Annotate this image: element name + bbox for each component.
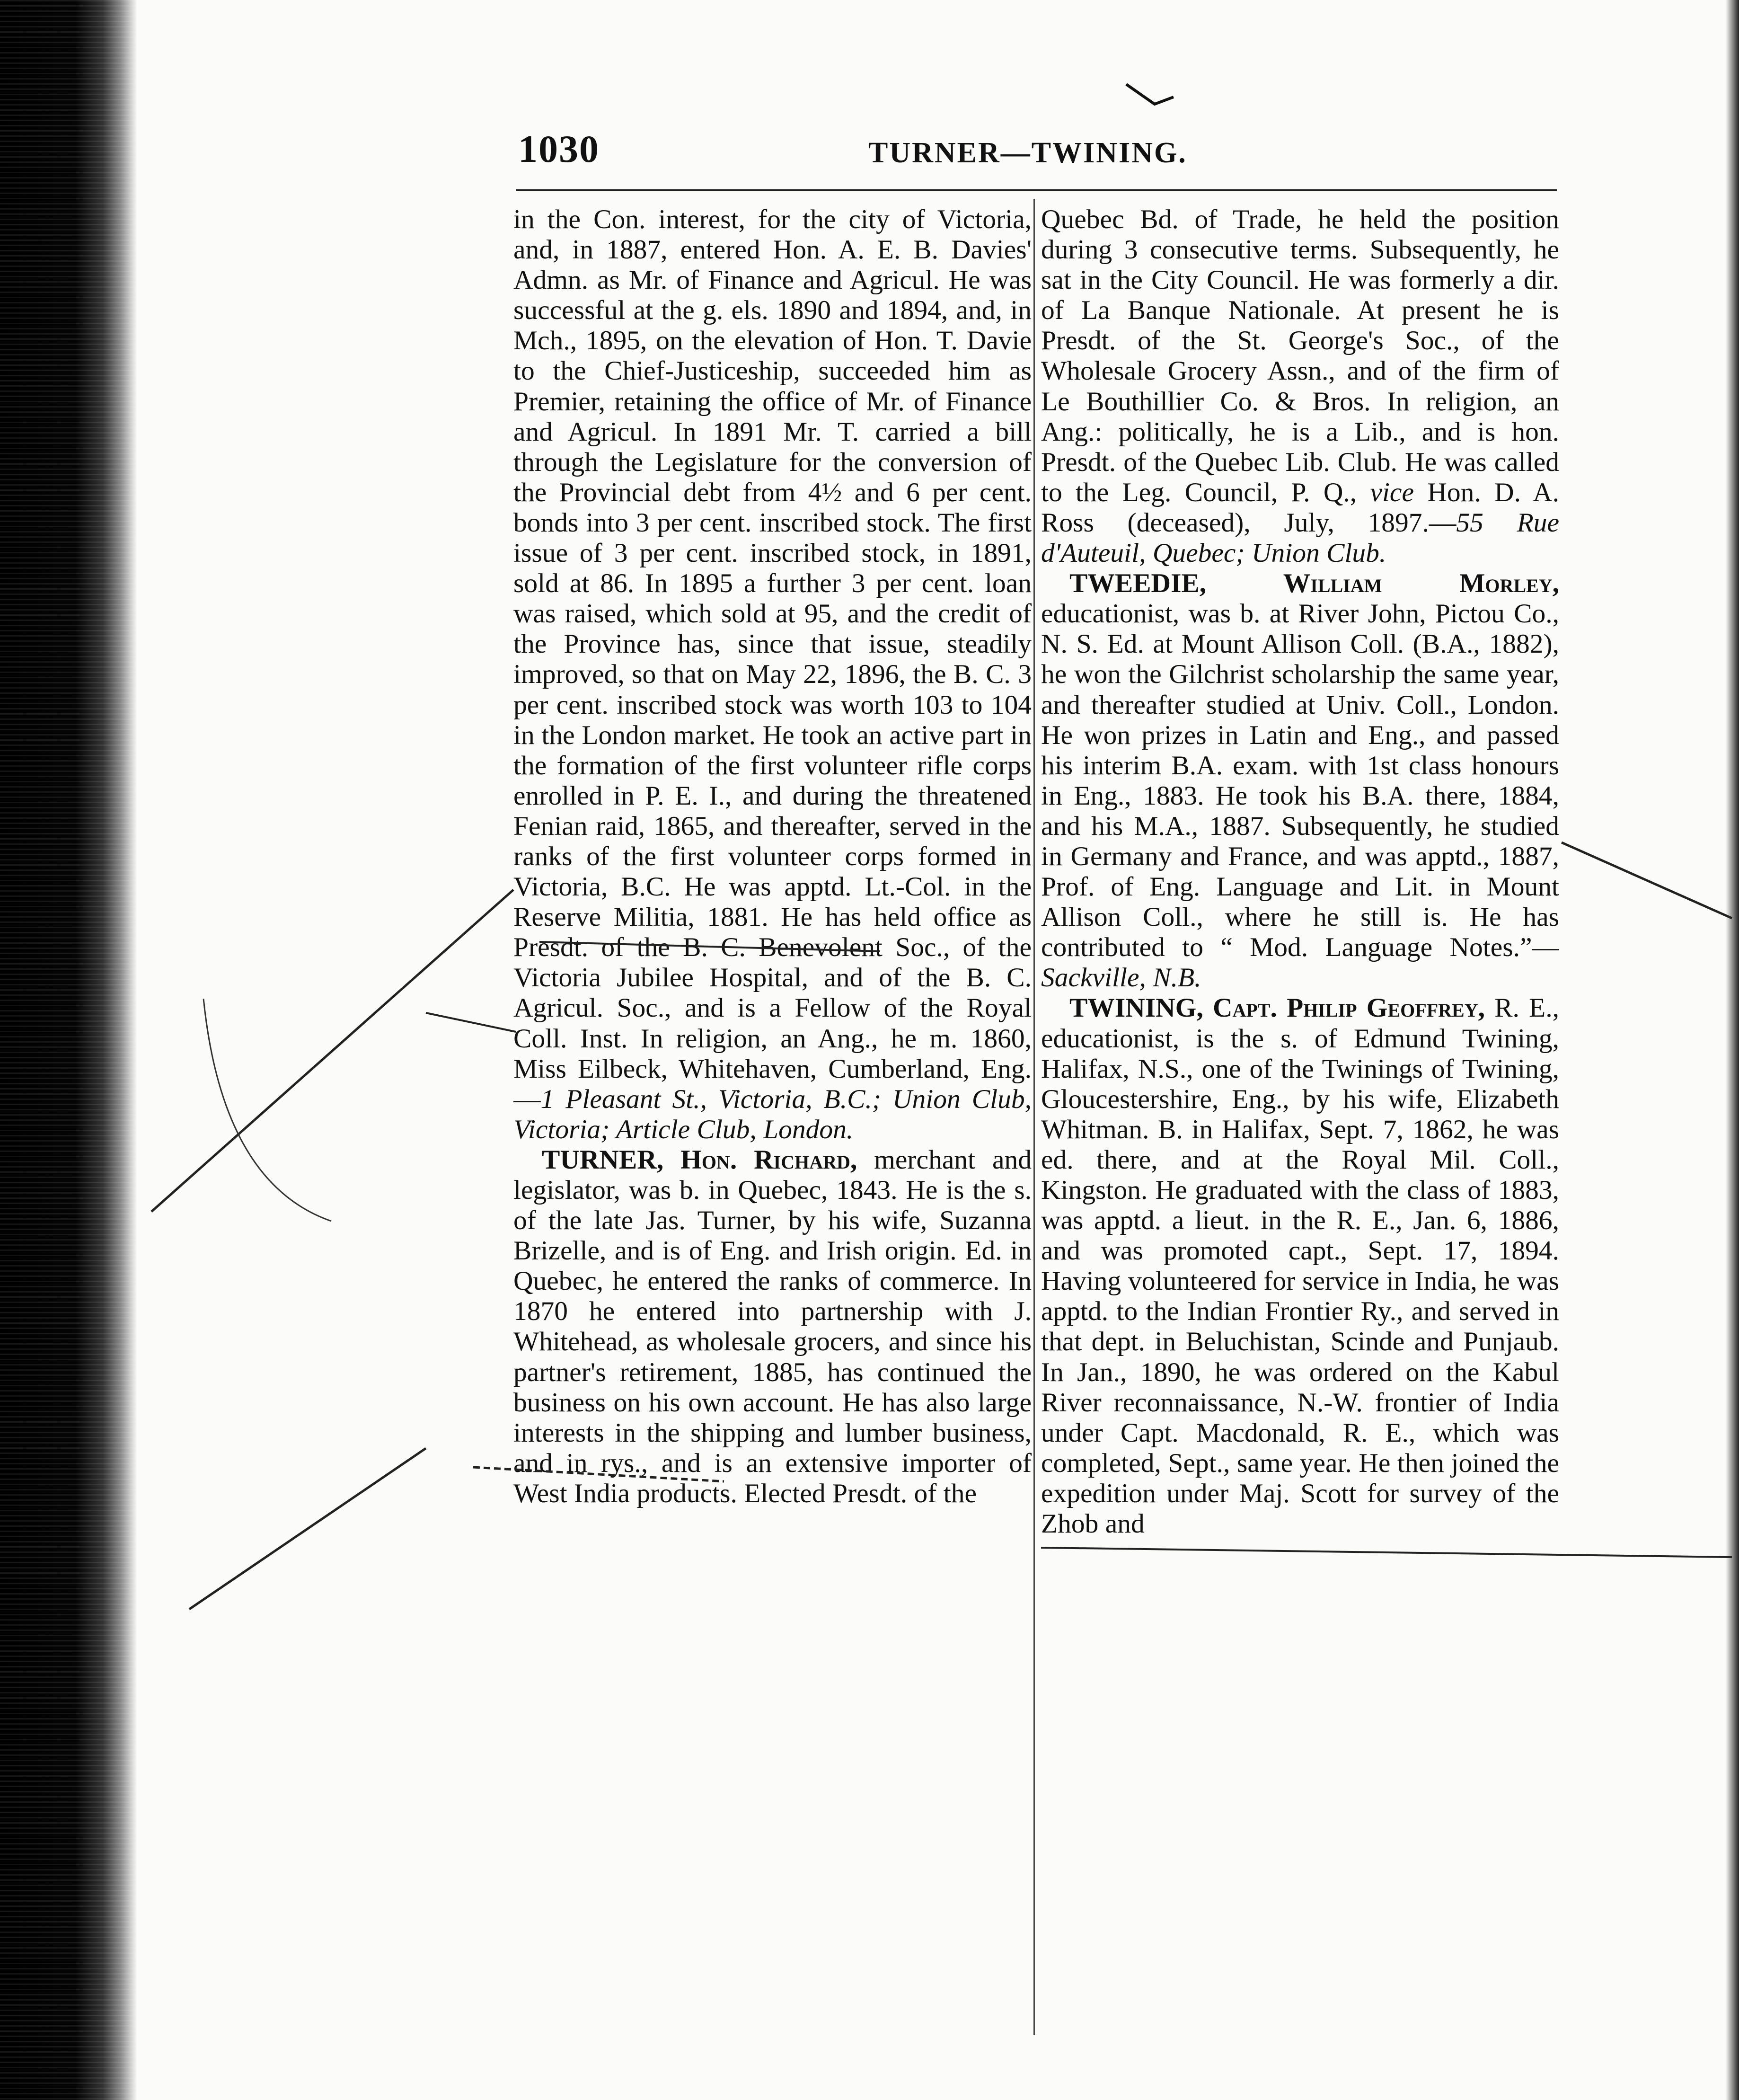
paragraph-text-2: Hon. D. A. Ross (deceased), July, 1897.—	[1041, 477, 1559, 538]
running-head: TURNER—TWINING.	[868, 137, 1187, 169]
address: 1 Pleasant St., Victoria, B.C.; Union Club, Victoria; Article Club, London.	[513, 1084, 1032, 1144]
headword: TWEEDIE, William Morley,	[1069, 568, 1559, 599]
paragraph-text: R. E., educationist, is the s. of Edmund Twining, Halifax, N.S., one of the Twinings of Twining, Gloucestershire, Eng., by his wife, Elizabeth Whitman. B. in Halifax, Sept. 7, 1862, he was ed. there, and at the Royal Mil. Coll., Kingston. He graduated with the class of 1883, was apptd. a lieut. in the R. E., Jan. 6, 1886, and was promoted capt., Sept. 17, 1894. Having volunteered for service in India, he was apptd. to the Indian Frontier Ry., and served in that dept. in Beluchistan, Scinde and Punjaub. In Jan., 1890, he was ordered on the Kabul River reconnaissance, N.-W. frontier of India under Capt. Macdonald, R. E., which was completed, Sept., same year. He then joined the expedition under Maj. Scott for survey of the Zhob and	[1041, 993, 1559, 1539]
headword: TURNER, Hon. Richard,	[542, 1144, 857, 1175]
paragraph-text: Quebec Bd. of Trade, he held the position during 3 consecutive terms. Subsequently, he sat in the City Council. He was formerly a dir. of La Banque Nationale. At present he is Presdt. of the St. George's Soc., of the Wholesale Grocery Assn., and of the firm of Le Bouthillier Co. & Bros. In religion, an Ang.: politically, he is a Lib., and is hon. Presdt. of the Quebec Lib. Club. He was called to the Leg. Council, P. Q.,	[1041, 204, 1559, 507]
page-number: 1030	[518, 127, 600, 170]
address: Sackville, N.B.	[1041, 963, 1201, 993]
paragraph-text: in the Con. interest, for the city of Victoria, and, in 1887, entered Hon. A. E. B. Davies' Admn. as Mr. of Finance and Agricul. He was successful at the g. els. 1890 and 1894, and, in Mch., 1895, on the elevation of Hon. T. Davie to the Chief-Justiceship, succeeded him as Premier, retaining the office of Mr. of Finance and Agricul. In 1891 Mr. T. carried a bill through the Legislature for the conversion of the Provincial debt from 4½ and 6 per cent. bonds into 3 per cent. inscribed stock. The first issue of 3 per cent. inscribed stock, in 1891, sold at 86. In 1895 a further 3 per cent. loan was raised, which sold at 95, and the credit of the Province has, since that issue, steadily improved, so that on May 22, 1896, the B. C. 3 per cent. inscribed stock was worth 103 to 104 in the London market. He took an active part in the formation of the first volunteer rifle corps enrolled in P. E. I., and during the threatened Fenian raid, 1865, and thereafter, served in the ranks of the first volunteer corps formed in Victoria, B.C. He was apptd. Lt.-Col. in the Reserve Militia, 1881. He has held office as Presdt. of the B. C. Benevolent Soc., of the Victoria Jubilee Hospital, and of the B. C. Agricul. Soc., and is a Fellow of the Royal Coll. Inst. In religion, an Ang., he m. 1860, Miss Eilbeck, Whitehaven, Cumberland, Eng.—	[513, 204, 1032, 1114]
paragraph-text: educationist, was b. at River John, Pictou Co., N. S. Ed. at Mount Allison Coll. (B.A., 1882), he won the Gilchrist scholarship the same year, and thereafter studied at Univ. Coll., London. He won prizes in Latin and Eng., and passed his interim B.A. exam. with 1st class honours in Eng., 1883. He took his B.A. there, 1884, and his M.A., 1887. Subsequently, he studied in Germany and France, and was apptd., 1887, Prof. of Eng. Language and Lit. in Mount Allison Coll., where he still is. He has contributed to “ Mod. Language Notes.”—	[1041, 599, 1559, 963]
vice-word: vice	[1370, 477, 1414, 507]
headword: TWINING, Capt. Philip Geoffrey,	[1069, 993, 1485, 1023]
address: 55 Rue d'Auteuil, Quebec; Union Club.	[1041, 507, 1559, 568]
paragraph-text: merchant and legislator, was b. in Quebec, 1843. He is the s. of the late Jas. Turner, by his wife, Suzanna Brizelle, and is of Eng. and Irish origin. Ed. in Quebec, he entered the ranks of commerce. In 1870 he entered into partnership with J. Whitehead, as wholesale grocers, and since his partner's retirement, 1885, has continued the business on his own account. He has also large interests in the shipping and lumber business, and in rys., and is an extensive importer of West India products. Elected Presdt. of the	[513, 1144, 1032, 1508]
